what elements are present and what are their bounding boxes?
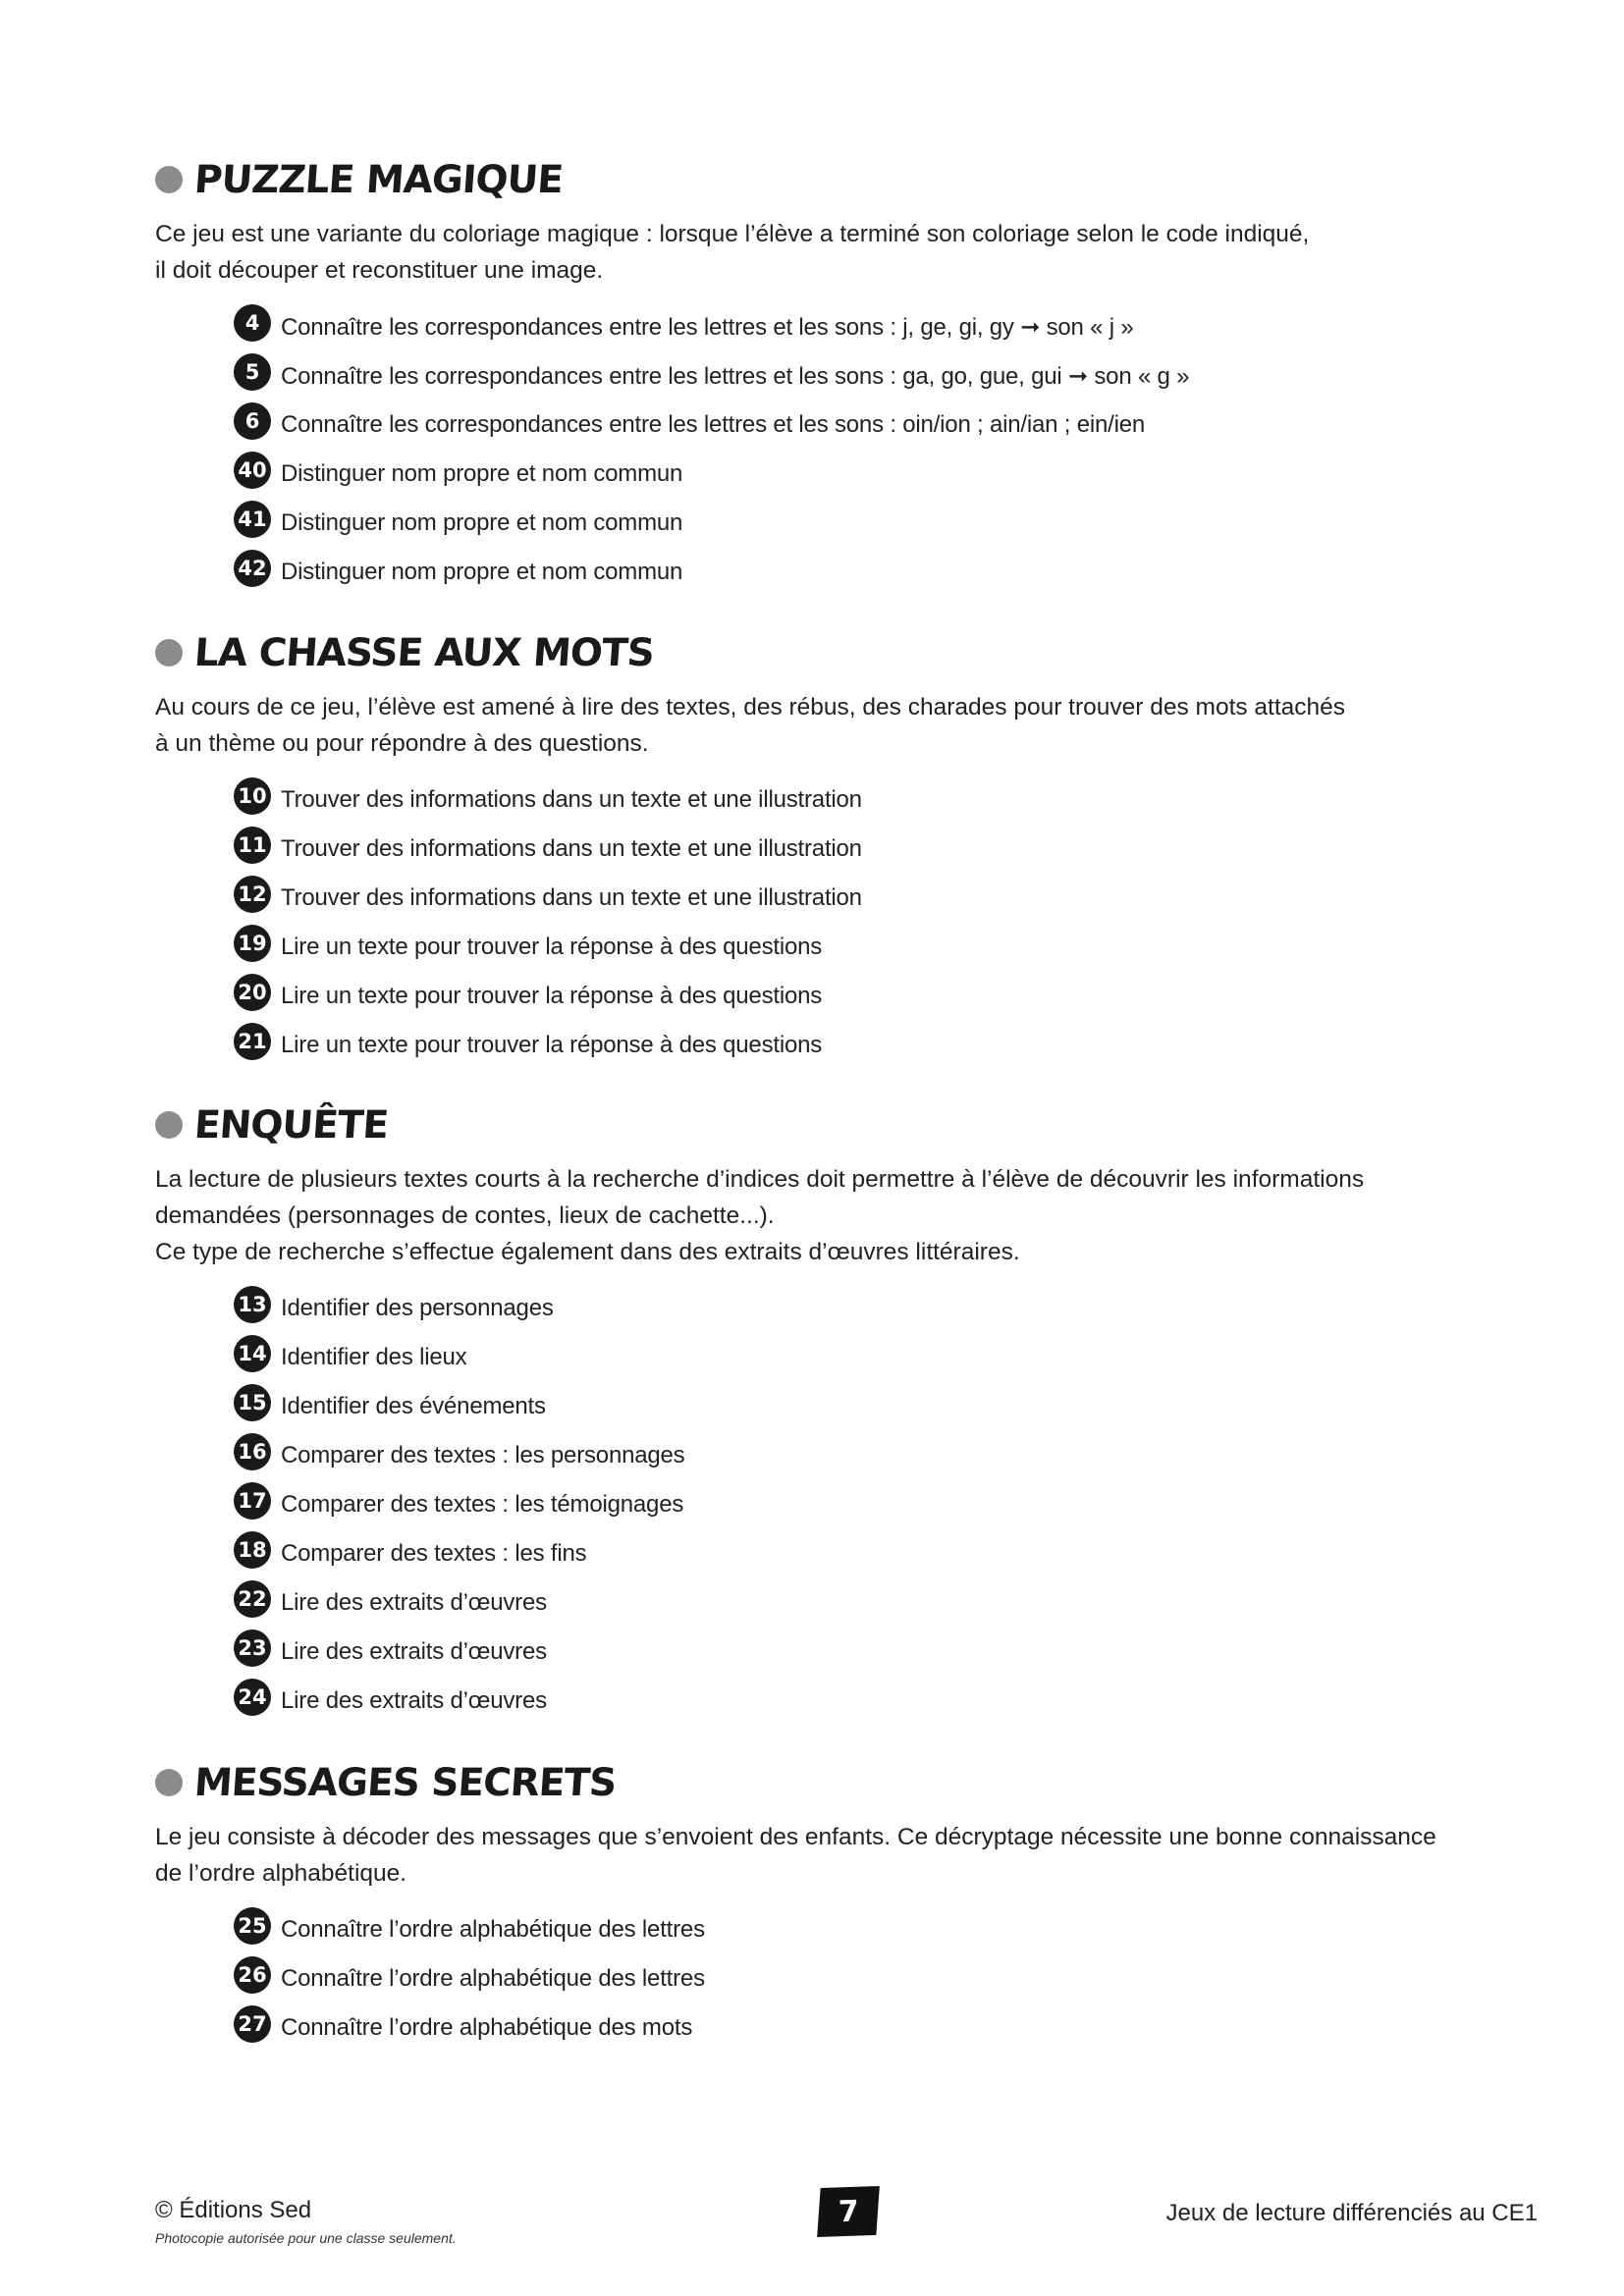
list-item [234,775,1530,825]
section-heading [155,628,1530,677]
exercise-label: Comparer des textes : les personnages [281,1442,685,1468]
exercise-number-badge: 17 [234,1482,271,1520]
exercise-label: Lire un texte pour trouver la réponse à des questions [281,934,823,960]
list-item [234,450,1530,499]
heading-bullet-icon [155,639,183,667]
exercise-label: Identifier des lieux [281,1344,467,1370]
description-line: de l’ordre alphabétique. [155,1860,407,1887]
exercise-number-badge: 11 [234,827,271,864]
list-item [234,499,1530,548]
list-item [234,1529,1530,1578]
exercise-number-badge: 25 [234,1907,271,1945]
exercise-label: Identifier des personnages [281,1295,554,1321]
section-description [155,689,1530,762]
exercise-label: Trouver des informations dans un texte et une illustration [281,835,862,862]
list-item [234,825,1530,874]
list-item [234,1021,1530,1070]
exercise-label: Connaître l’ordre alphabétique des lettres [281,1965,705,1992]
footer-publisher [155,2197,457,2246]
exercise-label: Lire un texte pour trouver la réponse à des questions [281,1032,823,1058]
exercise-number-badge: 40 [234,452,271,489]
section-title: LA CHASSE AUX MOTS [192,630,656,675]
exercise-number-badge: 16 [234,1433,271,1470]
description-line: Ce jeu est une variante du coloriage magique : lorsque l’élève a terminé son coloriage selon le code indiqué, [155,221,1310,247]
section-title: PUZZLE MAGIQUE [192,157,565,202]
list-item [234,400,1530,450]
section-heading [155,1100,1530,1149]
list-item [234,923,1530,972]
exercise-number-badge: 22 [234,1580,271,1618]
exercise-label: Identifier des événements [281,1393,546,1419]
exercise-list [155,302,1530,597]
section-messages-secrets [155,1758,1530,2053]
list-item [234,1284,1530,1333]
section-la-chasse-aux-mots [155,628,1530,1070]
exercise-label: Connaître les correspondances entre les lettres et les sons : j, ge, gi, gy ➞ son « j » [281,313,1134,341]
section-description [155,1161,1530,1270]
section-enquete [155,1100,1530,1726]
description-line: Le jeu consiste à décoder des messages que s’envoient des enfants. Ce décryptage nécessite une bonne connaissance [155,1824,1436,1850]
list-item [234,1431,1530,1480]
section-title: MESSAGES SECRETS [192,1760,618,1805]
list-item [234,1480,1530,1529]
exercise-label: Comparer des textes : les fins [281,1540,587,1567]
exercise-label: Trouver des informations dans un texte et une illustration [281,884,862,911]
exercise-label: Distinguer nom propre et nom commun [281,460,683,487]
exercise-label: Connaître les correspondances entre les lettres et les sons : oin/ion ; ain/ian ; ein/ien [281,411,1146,438]
section-heading [155,1758,1530,1807]
exercise-number-badge: 18 [234,1531,271,1569]
exercise-number-badge: 6 [234,402,271,440]
exercise-label: Distinguer nom propre et nom commun [281,509,683,536]
description-line: La lecture de plusieurs textes courts à la recherche d’indices doit permettre à l’élève de découvrir les informations [155,1166,1365,1193]
exercise-label: Lire des extraits d’œuvres [281,1687,547,1714]
page-number-badge [817,2186,880,2237]
exercise-number-badge: 23 [234,1629,271,1667]
exercise-number-badge: 14 [234,1335,271,1372]
exercise-number-badge: 24 [234,1679,271,1716]
section-title: ENQUÊTE [192,1102,390,1148]
description-line: à un thème ou pour répondre à des questions. [155,730,649,757]
book-title: Jeux de lecture différenciés au CE1 [1165,2200,1538,2226]
exercise-label: Connaître les correspondances entre les lettres et les sons : ga, go, gue, gui ➞ son « g » [281,362,1190,390]
exercise-number-badge: 12 [234,876,271,913]
description-line: Au cours de ce jeu, l’élève est amené à lire des textes, des rébus, des charades pour trouver des mots attachés [155,694,1346,721]
heading-bullet-icon [155,166,183,193]
list-item [234,1677,1530,1726]
list-item [234,1628,1530,1677]
section-heading [155,155,1530,204]
section-puzzle-magique [155,155,1530,597]
list-item [234,1333,1530,1382]
exercise-label: Lire des extraits d’œuvres [281,1589,547,1616]
exercise-number-badge: 13 [234,1286,271,1323]
exercise-number-badge: 27 [234,2005,271,2043]
exercise-number-badge: 19 [234,925,271,962]
exercise-number-badge: 21 [234,1023,271,1060]
description-line: demandées (personnages de contes, lieux de cachette...). [155,1202,775,1229]
list-item [234,351,1530,400]
section-description [155,1819,1530,1892]
description-line: il doit découper et reconstituer une image. [155,257,604,284]
description-line: Ce type de recherche s’effectue également dans des extraits d’œuvres littéraires. [155,1239,1020,1265]
list-item [234,548,1530,597]
list-item [234,302,1530,351]
exercise-list [155,775,1530,1070]
heading-bullet-icon [155,1111,183,1139]
list-item [234,1905,1530,1954]
exercise-label: Comparer des textes : les témoignages [281,1491,684,1518]
exercise-number-badge: 15 [234,1384,271,1421]
exercise-label: Connaître l’ordre alphabétique des lettres [281,1916,705,1943]
exercise-number-badge: 41 [234,501,271,538]
list-item [234,972,1530,1021]
list-item [234,1954,1530,2003]
exercise-number-badge: 26 [234,1956,271,1994]
exercise-list [155,1284,1530,1726]
exercise-number-badge: 10 [234,777,271,815]
list-item [234,1578,1530,1628]
heading-bullet-icon [155,1769,183,1796]
exercise-label: Trouver des informations dans un texte et une illustration [281,786,862,813]
exercise-number-badge: 5 [234,353,271,391]
exercise-label: Connaître l’ordre alphabétique des mots [281,2014,693,2041]
section-description [155,216,1530,289]
exercise-label: Lire un texte pour trouver la réponse à des questions [281,983,823,1009]
exercise-list [155,1905,1530,2053]
list-item [234,874,1530,923]
photocopy-notice: Photocopie autorisée pour une classe seulement. [155,2230,457,2246]
list-item [234,1382,1530,1431]
page-number: 7 [837,2194,860,2229]
exercise-label: Distinguer nom propre et nom commun [281,559,683,585]
list-item [234,2003,1530,2053]
exercise-number-badge: 20 [234,974,271,1011]
exercise-label: Lire des extraits d’œuvres [281,1638,547,1665]
exercise-number-badge: 4 [234,304,271,342]
exercise-number-badge: 42 [234,550,271,587]
copyright-text: © Éditions Sed [155,2197,312,2223]
